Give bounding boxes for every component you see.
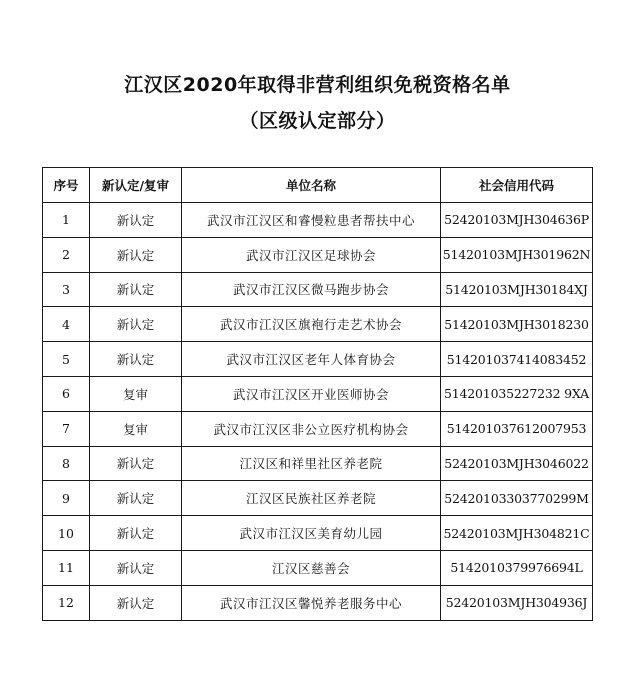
credit-code-cell: 51420103MJH301962N [441,237,593,272]
serial-number-cell: 7 [43,411,90,446]
document-subtitle: （区级认定部分） [239,110,396,132]
certification-type-cell: 复审 [90,411,182,446]
unit-name-cell: 武汉市江汉区旗袍行走艺术协会 [182,307,441,342]
certification-type-cell: 新认定 [90,481,182,516]
credit-code-cell: 514201037414083452 [441,342,593,377]
unit-name-cell: 武汉市江汉区老年人体育协会 [182,342,441,377]
table-row [43,411,593,446]
table-row [43,342,593,377]
unit-name-cell: 武汉市江汉区开业医师协会 [182,376,441,411]
unit-name-cell: 江汉区民族社区养老院 [182,481,441,516]
table-row [43,237,593,272]
unit-name-cell: 江汉区和祥里社区养老院 [182,446,441,481]
exemption-list-table [42,167,593,621]
serial-number-cell: 11 [43,550,90,585]
credit-code-cell: 52420103MJH3046022 [441,446,593,481]
table-row [43,585,593,620]
certification-type-cell: 新认定 [90,585,182,620]
table-row [43,516,593,551]
unit-name-cell: 武汉市江汉区和睿慢粒患者帮扶中心 [182,203,441,238]
certification-type-cell: 新认定 [90,342,182,377]
serial-number-cell: 12 [43,585,90,620]
credit-code-cell: 52420103MJH304821C [441,516,593,551]
unit-name-cell: 武汉市江汉区微马跑步协会 [182,272,441,307]
unit-name-cell: 江汉区慈善会 [182,550,441,585]
table-row [43,203,593,238]
serial-number-cell: 5 [43,342,90,377]
table-header-row [43,168,593,203]
certification-type-cell: 新认定 [90,446,182,481]
serial-number-cell: 1 [43,203,90,238]
credit-code-cell: 51420103MJH3018230 [441,307,593,342]
credit-code-cell: 514201037612007953 [441,411,593,446]
header-serial-number: 序号 [43,168,90,203]
unit-name-cell: 武汉市江汉区美育幼儿园 [182,516,441,551]
document-title: 江汉区2020年取得非营利组织免税资格名单 [124,74,511,96]
certification-type-cell: 复审 [90,376,182,411]
serial-number-cell: 2 [43,237,90,272]
credit-code-cell: 52420103MJH304636P [441,203,593,238]
serial-number-cell: 4 [43,307,90,342]
table-body [43,203,593,621]
serial-number-cell: 10 [43,516,90,551]
serial-number-cell: 9 [43,481,90,516]
table-row [43,481,593,516]
certification-type-cell: 新认定 [90,550,182,585]
unit-name-cell: 武汉市江汉区非公立医疗机构协会 [182,411,441,446]
certification-type-cell: 新认定 [90,516,182,551]
table-row [43,307,593,342]
header-credit-code: 社会信用代码 [441,168,593,203]
credit-code-cell: 51420103MJH30184XJ [441,272,593,307]
certification-type-cell: 新认定 [90,203,182,238]
header-unit-name: 单位名称 [182,168,441,203]
certification-type-cell: 新认定 [90,272,182,307]
certification-type-cell: 新认定 [90,237,182,272]
credit-code-cell: 5142010379976694L [441,550,593,585]
serial-number-cell: 3 [43,272,90,307]
table-row [43,376,593,411]
unit-name-cell: 武汉市江汉区足球协会 [182,237,441,272]
credit-code-cell: 52420103303770299M [441,481,593,516]
certification-type-cell: 新认定 [90,307,182,342]
serial-number-cell: 6 [43,376,90,411]
header-certification-type: 新认定/复审 [90,168,182,203]
serial-number-cell: 8 [43,446,90,481]
table-row [43,446,593,481]
credit-code-cell: 52420103MJH304936J [441,585,593,620]
credit-code-cell: 514201035227232 9XA [441,376,593,411]
table-row [43,272,593,307]
unit-name-cell: 武汉市江汉区馨悦养老服务中心 [182,585,441,620]
table-row [43,550,593,585]
